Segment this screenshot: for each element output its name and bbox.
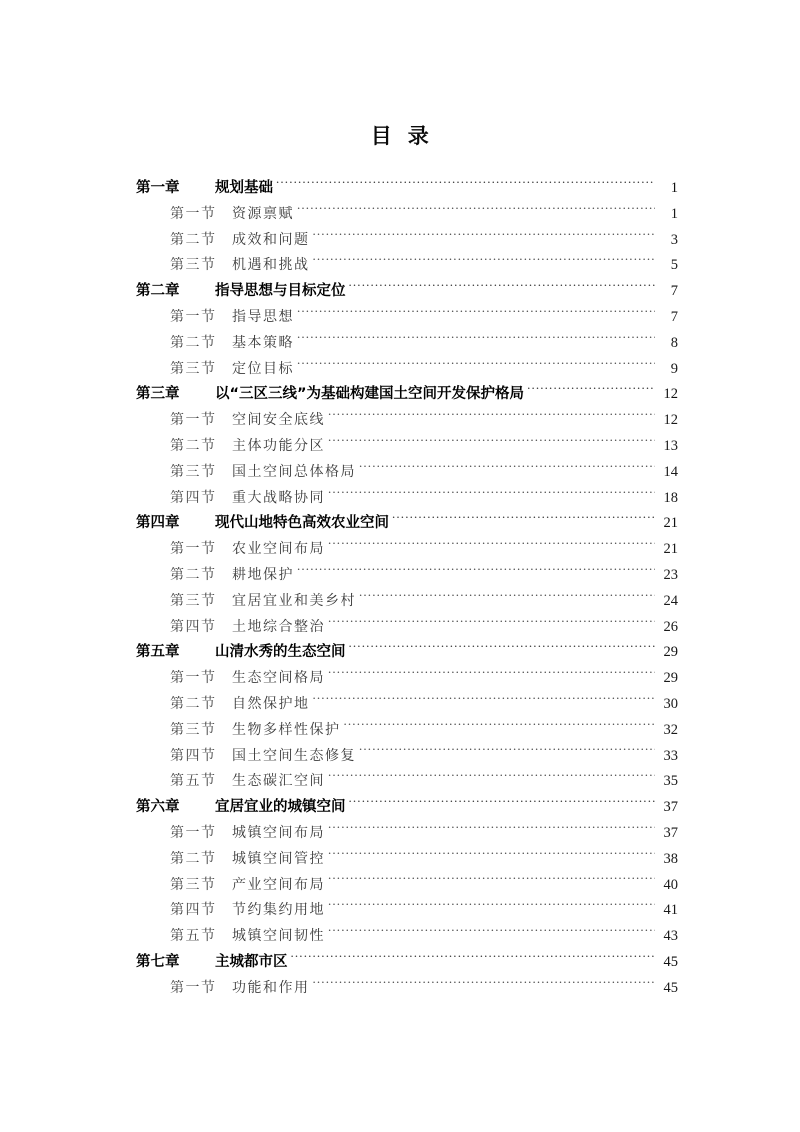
dot-leader [297, 333, 655, 347]
toc-entry-section[interactable] [170, 331, 678, 357]
dot-leader [328, 488, 655, 502]
dot-leader [313, 255, 656, 269]
dot-leader [328, 926, 655, 940]
toc-entry-section[interactable] [170, 847, 678, 873]
toc-entry-page-number: 3 [670, 231, 678, 248]
toc-entry-number: 第一节 [170, 824, 217, 841]
dot-leader [359, 462, 655, 476]
toc-entry-page-number: 14 [663, 463, 678, 480]
dot-leader [527, 384, 655, 399]
toc-entry-number: 第一节 [170, 979, 217, 996]
toc-entry-page-number: 29 [663, 670, 678, 687]
toc-entry-label: 城镇空间韧性 [232, 928, 325, 945]
toc-entry-page-number: 12 [663, 412, 678, 429]
toc-entry-label: 生态空间格局 [232, 670, 325, 687]
toc-entry-page-number: 7 [670, 283, 678, 300]
toc-entry-number: 第四节 [170, 902, 217, 919]
toc-entry-label: 成效和问题 [232, 231, 310, 248]
toc-entry-number: 第七章 [136, 953, 180, 970]
toc-entry-number: 第三章 [136, 386, 180, 403]
toc-entry-number: 第六章 [136, 799, 180, 816]
dot-leader [297, 307, 655, 321]
toc-entry-chapter[interactable] [136, 176, 678, 202]
page-title: 目 录 [370, 124, 430, 148]
toc-entry-label: 指导思想与目标定位 [215, 283, 346, 300]
toc-entry-section[interactable] [170, 718, 678, 744]
toc-entry-page-number: 18 [663, 489, 678, 506]
toc-entry-label: 功能和作用 [232, 979, 310, 996]
toc-entry-page-number: 29 [663, 644, 678, 661]
toc-entry-label: 自然保护地 [232, 695, 310, 712]
toc-entry-number: 第三节 [170, 360, 217, 377]
toc-entry-label: 土地综合整治 [232, 618, 325, 635]
toc-entry-number: 第二节 [170, 566, 217, 583]
toc-entry-number: 第一节 [170, 412, 217, 429]
toc-entry-section[interactable] [170, 486, 678, 512]
toc-entry-number: 第四章 [136, 515, 180, 532]
dot-leader [313, 694, 656, 708]
toc-entry-number: 第一节 [170, 205, 217, 222]
toc-entry-page-number: 43 [663, 928, 678, 945]
toc-entry-label: 耕地保护 [232, 566, 294, 583]
toc-entry-label: 城镇空间布局 [232, 824, 325, 841]
toc-entry-section[interactable] [170, 434, 678, 460]
toc-entry-label: 宜居宜业和美乡村 [232, 592, 356, 609]
toc-entry-number: 第三节 [170, 721, 217, 738]
dot-leader [328, 539, 655, 553]
dot-leader [349, 797, 656, 812]
toc-entry-label: 以“三区三线”为基础构建国土空间开发保护格局 [215, 386, 525, 403]
toc-entry-label: 空间安全底线 [232, 412, 325, 429]
toc-entry-section[interactable] [170, 692, 678, 718]
toc-entry-number: 第三节 [170, 257, 217, 274]
dot-leader [297, 359, 655, 373]
toc-entry-number: 第五节 [170, 928, 217, 945]
toc-entry-section[interactable] [170, 744, 678, 770]
toc-entry-page-number: 23 [663, 566, 678, 583]
toc-entry-number: 第一节 [170, 541, 217, 558]
toc-entry-page-number: 33 [663, 747, 678, 764]
toc-entry-label: 指导思想 [232, 308, 294, 325]
toc-entry-page-number: 5 [670, 257, 678, 274]
toc-entry-number: 第四节 [170, 747, 217, 764]
toc-entry-section[interactable] [170, 769, 678, 795]
toc-entry-page-number: 1 [670, 205, 678, 222]
dot-leader [328, 875, 655, 889]
dot-leader [313, 230, 656, 244]
toc-entry-chapter[interactable] [136, 950, 678, 976]
dot-leader [276, 178, 655, 193]
dot-leader [392, 513, 655, 528]
toc-entry-label: 主城都市区 [215, 953, 288, 970]
toc-entry-number: 第二节 [170, 850, 217, 867]
toc-entry-page-number: 40 [663, 876, 678, 893]
toc-entry-label: 产业空间布局 [232, 876, 325, 893]
toc-entry-section[interactable] [170, 537, 678, 563]
toc-entry-label: 现代山地特色高效农业空间 [215, 515, 389, 532]
toc-entry-page-number: 35 [663, 773, 678, 790]
toc-entry-page-number: 12 [663, 386, 678, 403]
toc-entry-section[interactable] [170, 563, 678, 589]
dot-leader [297, 204, 655, 218]
dot-leader [328, 617, 655, 631]
toc-entry-section[interactable] [170, 615, 678, 641]
toc-entry-number: 第二节 [170, 334, 217, 351]
dot-leader [291, 951, 656, 966]
dot-leader [349, 281, 656, 296]
toc-entry-page-number: 13 [663, 437, 678, 454]
toc-entry-section[interactable] [170, 589, 678, 615]
toc-entry-chapter[interactable] [136, 640, 678, 666]
dot-leader [359, 746, 655, 760]
toc-entry-page-number: 7 [670, 308, 678, 325]
toc-entry-label: 主体功能分区 [232, 437, 325, 454]
toc-entry-label: 宜居宜业的城镇空间 [215, 799, 346, 816]
toc-entry-section[interactable] [170, 924, 678, 950]
toc-entry-chapter[interactable] [136, 511, 678, 537]
toc-entry-section[interactable] [170, 898, 678, 924]
toc-entry-section[interactable] [170, 305, 678, 331]
toc-entry-label: 国土空间总体格局 [232, 463, 356, 480]
toc-entry-page-number: 38 [663, 850, 678, 867]
dot-leader [328, 410, 655, 424]
toc-entry-page-number: 37 [663, 799, 678, 816]
dot-leader [359, 591, 655, 605]
toc-entry-label: 山清水秀的生态空间 [215, 644, 346, 661]
toc-entry-label: 农业空间布局 [232, 541, 325, 558]
toc-entry-number: 第一章 [136, 180, 180, 196]
dot-leader [328, 900, 655, 914]
toc-entry-page-number: 9 [670, 360, 678, 377]
toc-entry-chapter[interactable] [136, 795, 678, 821]
dot-leader [344, 720, 656, 734]
toc-entry-page-number: 32 [663, 721, 678, 738]
dot-leader [328, 823, 655, 837]
toc-entry-page-number: 26 [663, 618, 678, 635]
toc-entry-number: 第二节 [170, 437, 217, 454]
toc-entry-label: 资源禀赋 [232, 205, 294, 222]
dot-leader [313, 978, 656, 992]
toc-entry-number: 第一节 [170, 670, 217, 687]
toc-entry-section[interactable] [170, 202, 678, 228]
toc-entry-page-number: 30 [663, 695, 678, 712]
toc-entry-page-number: 21 [663, 515, 678, 532]
toc-entry-page-number: 37 [663, 824, 678, 841]
table-of-contents [136, 176, 678, 1002]
toc-entry-label: 基本策略 [232, 334, 294, 351]
toc-entry-number: 第四节 [170, 618, 217, 635]
dot-leader [328, 436, 655, 450]
toc-entry-label: 生物多样性保护 [232, 721, 341, 738]
toc-entry-page-number: 24 [663, 592, 678, 609]
toc-entry-page-number: 8 [670, 334, 678, 351]
toc-entry-label: 生态碳汇空间 [232, 773, 325, 790]
toc-entry-page-number: 45 [663, 979, 678, 996]
toc-entry-section[interactable] [170, 873, 678, 899]
dot-leader [328, 771, 655, 785]
toc-entry-number: 第五节 [170, 773, 217, 790]
dot-leader [297, 565, 655, 579]
toc-entry-label: 重大战略协同 [232, 489, 325, 506]
toc-entry-number: 第二节 [170, 231, 217, 248]
dot-leader [328, 849, 655, 863]
toc-entry-number: 第三节 [170, 876, 217, 893]
toc-entry-page-number: 21 [663, 541, 678, 558]
toc-entry-number: 第二章 [136, 283, 180, 300]
toc-entry-section[interactable] [170, 821, 678, 847]
toc-entry-label: 定位目标 [232, 360, 294, 377]
toc-entry-label: 规划基础 [215, 180, 273, 196]
toc-entry-number: 第一节 [170, 308, 217, 325]
toc-entry-section[interactable] [170, 253, 678, 279]
toc-entry-section[interactable] [170, 408, 678, 434]
toc-entry-label: 机遇和挑战 [232, 257, 310, 274]
toc-entry-number: 第五章 [136, 644, 180, 661]
toc-entry-page-number: 41 [663, 902, 678, 919]
toc-entry-section[interactable] [170, 228, 678, 254]
toc-entry-label: 国土空间生态修复 [232, 747, 356, 764]
toc-entry-label: 节约集约用地 [232, 902, 325, 919]
toc-entry-label: 城镇空间管控 [232, 850, 325, 867]
toc-entry-page-number: 45 [663, 953, 678, 970]
toc-entry-number: 第三节 [170, 463, 217, 480]
toc-entry-chapter[interactable] [136, 382, 678, 408]
toc-entry-section[interactable] [170, 976, 678, 1002]
toc-entry-number: 第二节 [170, 695, 217, 712]
toc-entry-number: 第三节 [170, 592, 217, 609]
dot-leader [349, 642, 656, 657]
dot-leader [328, 668, 655, 682]
toc-entry-section[interactable] [170, 460, 678, 486]
toc-entry-page-number: 1 [670, 180, 678, 196]
toc-entry-section[interactable] [170, 666, 678, 692]
toc-entry-chapter[interactable] [136, 279, 678, 305]
toc-entry-section[interactable] [170, 357, 678, 383]
toc-entry-number: 第四节 [170, 489, 217, 506]
